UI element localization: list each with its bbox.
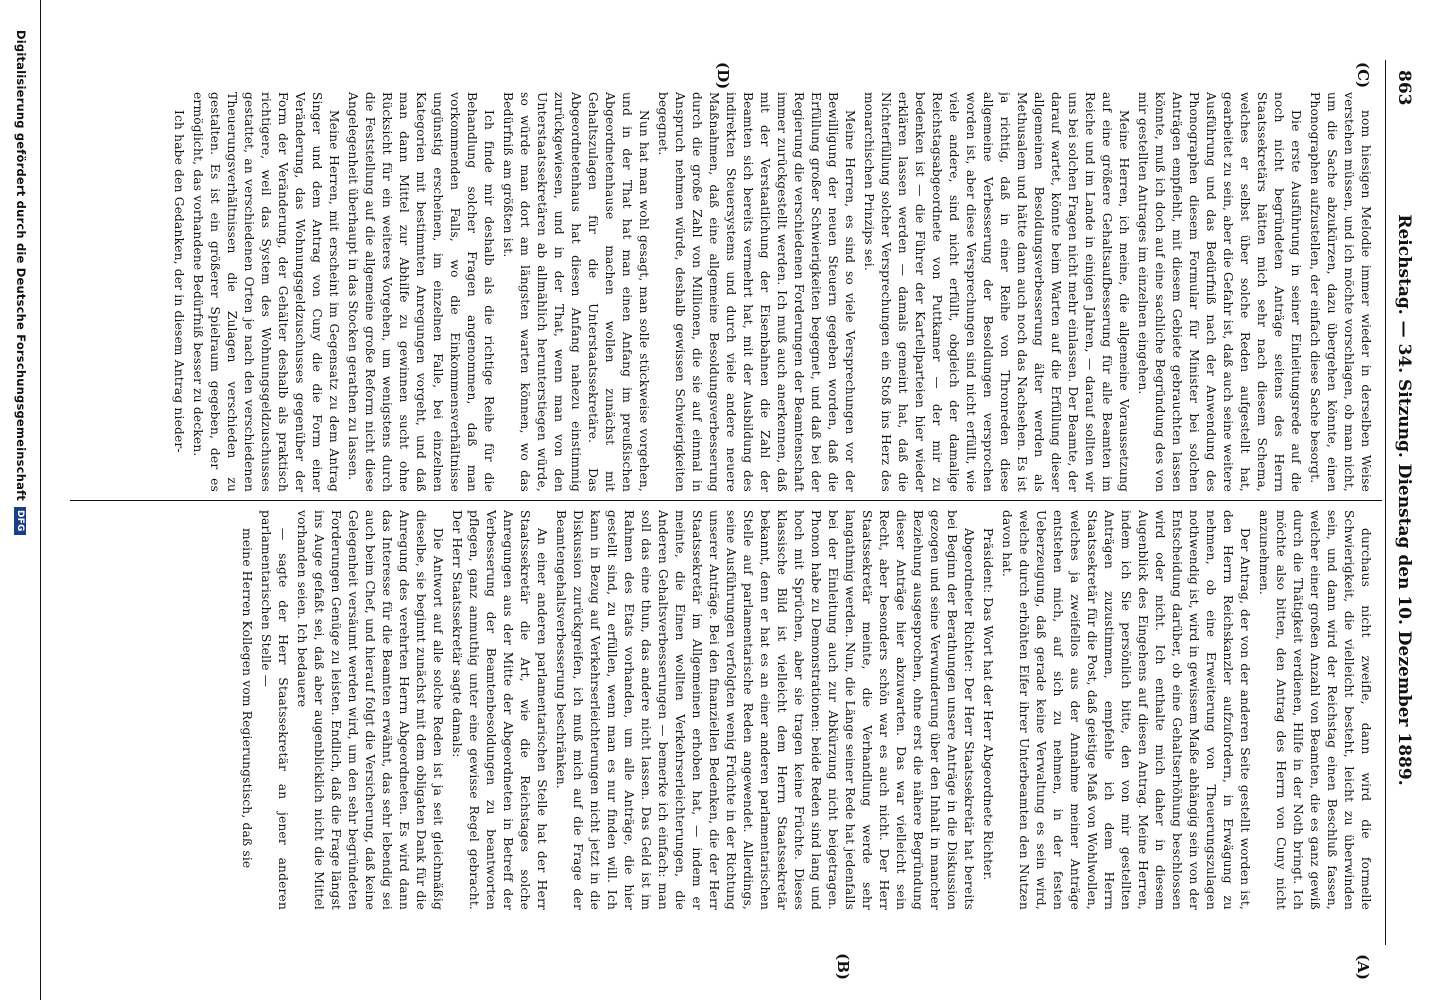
paragraph: Ich finde mir deshalb als die richtige Reihe für die Behandlung solcher Fragen angenommen, daß man vorkommenden Falls, wo die Einkommensverhältnisse ungünstig erscheinen, im einzelnen Falle, bei einzelnen Kategorien mit bestimmten Anregungen vorgeht, und daß man dann Mittel zur Abhilfe zu gewinnen sucht ohne Rücksicht für ein weiteres Vorgehen, um wenigstens durch die Feststellung auf die allgemeine große Reform nicht diese Angelegenheit überhaupt in das Stocken gerathen zu lassen. <box>346 92 496 492</box>
left-text-column <box>70 92 1374 492</box>
right-text-column <box>70 510 1374 910</box>
paragraph: Nun hat man wohl gesagt, man solle stückweise vorgehen, und in der That hat man einen Anfang im preußischen Abgeordnetenhause machen wollen zunächst mit Gehaltszulagen für die Unterstaatssekretäre. Das Abgeordnetenhaus hat diesen Anfang nahezu einstimmig zurückgewiesen, und in der That, wenn man von den Unterstaatssekretären ab allmählich herunterstiegen würde, so würde man dort am längsten warten können, wo das Bedürfniß am größten ist. <box>501 92 651 492</box>
margin-marker-d: (D) <box>714 62 732 90</box>
margin-marker-c: (C) <box>1354 62 1372 89</box>
credit-text: Digitalisierung gefördert durch die Deutsche Forschungsgemeinschaft <box>14 30 28 501</box>
dfg-logo: DFG <box>14 507 26 535</box>
paragraph: Meine Herren, es sind so viele Versprechungen vor der Bewilligung der neuen Steuern gegeben worden, daß die Erfüllung großer Schwierigkeiten begegnet, und daß bei der Regierung die verschiedenen Forderungen der Beamtenschaft immer zurückgestellt werden. Ich muß auch anerkennen, daß mit der Verstaatlichung der Eisenbahnen die Zahl der Beamten sich bereits vermehrt hat, mit der Ausbildung des indirekten Steuersystems und durch viele andere neuere Maßnahmen, daß eine allgemeine Besoldungsverbesserung durch die große Zahl von Millionen, die sie auf einmal in Anspruch nehmen würde, deshalb gewissen Schwierigkeiten begegnet. <box>656 92 857 492</box>
paragraph: Die Antwort auf alle solche Reden ist ja seit gleichmäßig dieselbe, sie beginnt zunächst mit dem obligaten Dank für die Anregung des verehrten Herrn Abgeordneten. Es wird dann das Interesse für die Beamten erwähnt, das sehr lebendig sei auch beim Chef, und hierauf folgt die Versicherung, daß keine Gelegenheit versäumt werden wird, um den sehr begründeten Forderungen Genüge zu leisten. Endlich, daß die Frage längst ins Auge gefaßt sei, daß aber augenblicklich nicht die Mittel vorhanden seien. Ich bedauere <box>295 510 445 910</box>
paragraph: Die erste Ausführung in seiner Einleitungsrede auf die noch nicht begründeten Anträge seitens des Herrn Staatssekretärs hätten mich sehr nach diesem Schema, welches er selbst über solche Reden aufgestellt hat, gearbeitet zu sein, aber die Gefahr ist, daß auch seine weitere Ausführung und das Bedürfniß nach der Anwendung des Phonographen diesem Formular für Minister bei solchen Anträgen empfiehlt, mit diesem Gebiete gebrauchten lassen könnte, muß ich doch auf eine sachliche Begründung des von mir gestellten Antrages im einzelnen eingehen. <box>1136 92 1303 492</box>
paragraph: durchaus nicht zweifle, dann wird die formelle Schwierigkeit, die vielleicht besteht, leicht zu überwinden sein, und dann wird der Reichstag einen Beschluß fassen, welcher einer großen Anzahl von Beamten, die es ganz gewiß durch die Thätigkeit verdienen, Hilfe in der Noth bringt. Ich möchte also bitten, den Antrag des Herrn von Cuny nicht anzunehmen. <box>1257 510 1373 910</box>
page-number: 863 <box>1394 70 1414 106</box>
margin-marker-b: (B) <box>834 953 852 980</box>
paragraph: Der Antrag, der von der anderen Seite gestellt worden ist, den Herrn Reichskanzler aufzufordern, in Erwägung zu nehmen, ob eine Erweiterung von Theuerungszulagen nothwendig ist, wird in gewissem Maße abhängig sein von der Entscheidung darüber, ob eine Gehaltserhöhung beschlossen wird oder nicht. Ich enthalte mich daher in diesem Augenblick des Eingehens auf diesen Antrag. Meine Herren, indem ich Sie persönlich bitte, den von mir gestellten Anträgen zuzustimmen, empfehle ich dem Herrn Staatssekretär für die Post, daß geistige Maß von Wohlwollen, welches ja zweifellos aus der Annahme meiner Anträge entstehen mich, auf sich zu nehmen, in der festen Ueberzeugung, daß gerade keine Verwaltung es sein wird, welche durch erhöhten Eifer ihrer Unterbeamten den Nutzen davon hat. <box>1000 510 1252 910</box>
paragraph: Meine Herren, mit erscheint im Gegensatz zu dem Antrag Singer und dem Antrag von Cuny die die Form einer Veränderung, das Wohnungsgeldzuschusses gegenüber der Form der Veränderung, der Gehälter deshalb als praktisch richtigere, weil das System des Wohnungsgeldzuschusses gestattet, an verschiedenen Orten je nach den verschiedenen Theuerungsverhältnissen die Zulagen verschieden zu gestalten. Es ist ein größerer Spielraum gegeben, der es ermöglicht, das vorhandene Bedürfniß besser zu decken. <box>191 92 341 492</box>
paragraph: — sagte der Herr Staatssekretär an jener anderen parlamentarischen Stelle — <box>259 510 290 910</box>
page-header <box>1378 0 1414 1000</box>
paragraph: Ich habe den Gedanken, der in diesem Antrag nieder- <box>172 110 186 453</box>
paragraph: An einer anderen parlamentarischen Stelle hat der Herr Staatssekretär die Art, wie die Reichstages solche Anregungen aus der Mitte der Abgeordneten in Betreff der Verbesserung der Beamtenbesoldungen zu beantworten pflegen, ganz anmuthig unter eine gewisse Regel gebracht. Der Herr Staatssekretär sagte damals: <box>450 510 549 910</box>
digitization-credit <box>14 30 28 535</box>
header-rule <box>1385 60 1386 945</box>
page-footer <box>0 0 41 1000</box>
paragraph: Abgeordneter Richter: Der Herr Staatssekretär hat bereits bei Beginn der Berathungen unsere Anträge in die Diskussion gezogen und seine Verwunderung über den Inhalt in mancher Beziehung ausgesprochen, ohne erst die nähere Begründung dieser Anträge hier abzuwarten. Das war vielleicht sein Recht, aber besonders schön war es auch nicht. Der Herr Staatssekretär meinte, die Verhandlung werde sehr langathmig werden. Nun, die Länge seiner Rede hat jedenfalls bei der Einleitung auch zur Abkürzung nicht beigetragen. Phonon habe zu Demonstrationen: beide Reden sind lang und hoch mit Sprüchen, aber sie tragen keine Früchte. Dieses klassische Bild ist vielleicht dem Herrn Staatssekretär bekannt, denn er hat es an einer anderen parlamentarischen Stelle auf parlamentarische Reden angewendet. Allerdings, seine Ausführungen verfolgten wenig Früchte in der Richtung unserer Anträge. Bei den finanziellen Bedenken, die der Herr Staatssekretär im Allgemeinen erhoben hat, — indem er meinte, die Einen wollten Verkehrserleichterungen, die Anderen Gehaltsverbesserungen — bemerke ich einfach: man soll das eine thun, das andere nicht lassen. Das Geld ist im Rahmen des Etats vorhanden, um alle Anträge, die hier gestellt sind, zu erfüllen, wenn man es nur finden will. Ich kann in Bezug auf Verkehrserleichterungen nicht jetzt in die Diskussion zurückgreifen, ich muß mich auf die Frage der Beamtengehaltsverbesserung beschränken. <box>554 510 976 910</box>
paragraph: nom hiesigen Melodie immer wieder in derselben Weise verstehen müssen, und ich möchte vorschlagen, ob man nicht, um die Sache abzukürzen, dazu übergehen könnte, einen Phonographen aufzustellen, der einfach diese Sache besorgt. <box>1308 92 1373 492</box>
margin-marker-a: (A) <box>1354 954 1372 980</box>
running-title: Reichstag. — 34. Sitzung. Dienstag den 10. Dezember 1889. <box>1394 214 1414 786</box>
paragraph: meine Herren Kollegen vom Regierungstisch, daß sie <box>240 528 254 869</box>
paragraph: Meine Herren, ich meine, die allgemeine Voraussetzung auf eine größere Gehaltsaufbesserung für alle Beamten im Reiche und im Lande in einigen Jahren, — darauf sollten wir uns bei solchen Fragen nicht mehr einlassen. Der Beamte, der darauf wartet, könnte beim Warten auf die Erfüllung dieser allgemeinen Besoldungsverbesserung älter werden als Methusalem und hätte dann auch noch das Nachsehen. Es ist ja richtig, daß in einer Reihe von Thronreden diese allgemeine Verbesserung der Besoldungen versprochen worden ist, aber diese Versprechungen sind nicht erfüllt, wie viele andere, sind nicht erfüllt, obgleich der damalige Reichstagsabgeordnete von Puttkamer — der mir zu bedenken ist — die Führer der Kartellparteien hier wieder erklären lassen werden — damals gemeint hat, daß die Nichterfüllung solcher Versprechungen ein Stoß ins Herz des monarchischen Prinzips sei. <box>862 92 1131 492</box>
paragraph: Präsident: Das Wort hat der Herr Abgeordnete Richter. <box>981 528 995 881</box>
column-divider <box>70 500 1382 501</box>
